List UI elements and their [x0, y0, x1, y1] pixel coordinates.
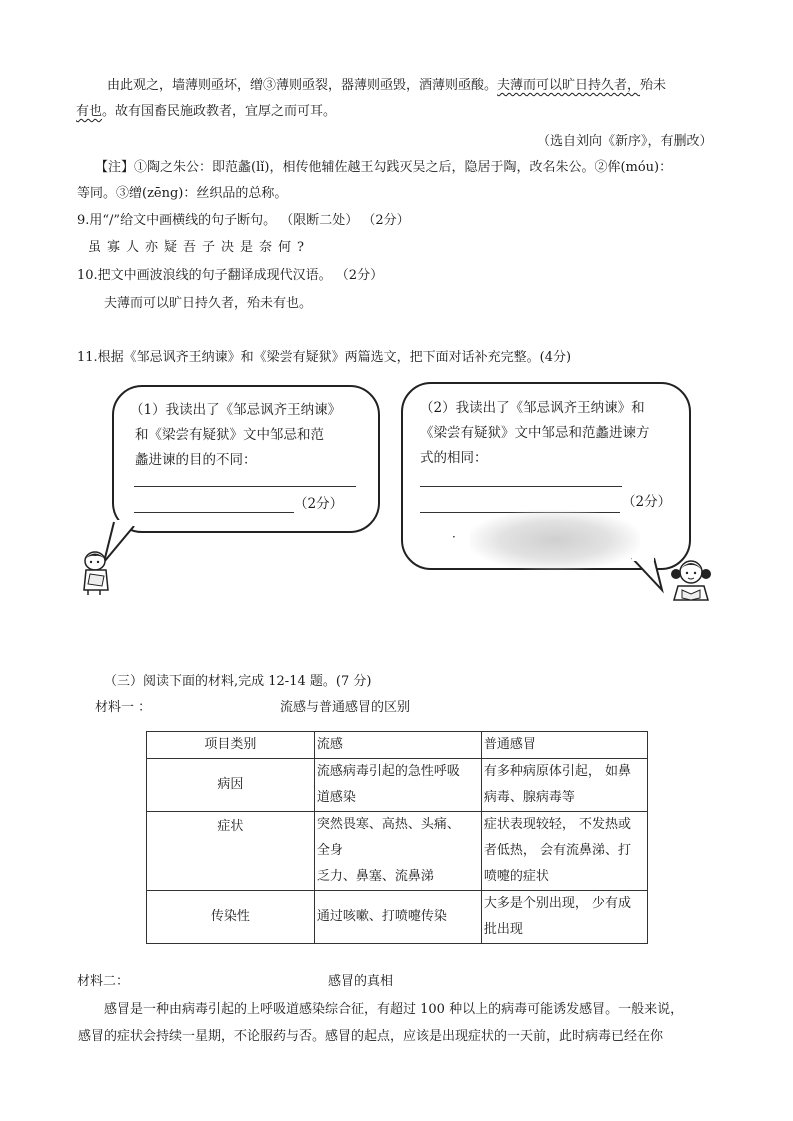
section-3-intro: （三）阅读下面的材料,完成 12-14 题。(7 分) [104, 674, 372, 689]
left-bubble-line-3: 蠡进谏的目的不同： [135, 452, 257, 468]
right-bubble-line-1: （2）我读出了《邹忌讽齐王纳谏》和 [420, 400, 645, 416]
table-header-flu: 流感 [314, 732, 481, 759]
question-9-prompt: 9.用“/”给文中画横线的句子断句。 （限断二处） （2分） [77, 213, 410, 228]
passage-line-1-end: 殆未 [640, 78, 667, 93]
material-2-label: 材料二： [77, 974, 130, 989]
table-cell-line: 流感病毒引起的急性呼吸 [316, 764, 460, 779]
table-row-label: 传染性 [147, 891, 315, 944]
table-row [147, 812, 648, 891]
right-bubble-line-2: 《梁尝有疑狱》文中邹忌和范蠡进谏方 [420, 425, 650, 441]
passage-line-2-text: 。故有国畜民施政教者，宜厚之而可耳。 [102, 104, 337, 119]
notes-line-1: 【注】①陶之朱公：即范蠡(lǐ)，相传他辅佐越王勾践灭吴之后，隐居于陶，改名朱公。②侔(móu)： [95, 160, 673, 175]
left-answer-blank-2[interactable] [134, 512, 294, 513]
left-bubble-line-1: （1）我读出了《邹忌讽齐王纳谏》 [130, 402, 342, 418]
table-row-label: 病因 [147, 759, 315, 812]
table-cell-line: 者低热， 会有流鼻涕、打 [483, 843, 632, 858]
table-cell-line: 全身 [316, 843, 343, 858]
question-10-sentence: 夫薄而可以旷日持久者，殆未有也。 [104, 296, 313, 311]
material-1-label: 材料一 ： [95, 700, 152, 715]
table-cell-line: 乏力、鼻塞、流鼻涕 [316, 869, 434, 884]
material-1-title: 流感与普通感冒的区别 [280, 700, 411, 715]
table-cell-line: 喷嚏的症状 [483, 869, 549, 884]
table-cell-line: 突然畏寒、高热、头痛、 [316, 817, 460, 832]
flu-vs-cold-table [146, 731, 648, 944]
table-row [147, 891, 648, 944]
passage-wavy-sentence-part2: 有也 [76, 104, 103, 119]
question-11-prompt: 11.根据《邹忌讽齐王纳谏》和《梁尝有疑狱》两篇选文，把下面对话补充完整。(4分) [77, 350, 572, 365]
question-10-prompt: 10.把文中画波浪线的句子翻译成现代汉语。 （2分） [77, 268, 384, 283]
table-cell-line: 通过咳嗽、打喷嚏传染 [316, 909, 447, 924]
material-2-title: 感冒的真相 [328, 974, 394, 989]
passage-line-2 [76, 104, 336, 120]
table-cell-flu [314, 812, 481, 891]
table-cell-line: 有多种病原体引起， 如鼻 [483, 764, 632, 779]
table-row-label: 症状 [147, 812, 315, 891]
table-cell-line: 批出现 [483, 922, 523, 937]
passage-line-1 [107, 78, 666, 94]
right-bubble-line-3: 式的相同： [420, 450, 488, 466]
table-cell-line: 病毒、腺病毒等 [483, 790, 575, 805]
table-cell-flu [314, 759, 481, 812]
table-header-cold: 普通感冒 [481, 732, 647, 759]
passage-line-1-text: 由此观之，墙薄则亟坏，缯③薄则亟裂，器薄则亟毁，酒薄则亟酸。 [107, 78, 498, 93]
table-row [147, 759, 648, 812]
table-cell-cold [481, 759, 647, 812]
passage-wavy-sentence-part1: 夫薄而可以旷日持久者， [497, 78, 641, 93]
table-header-category: 项目类别 [147, 732, 315, 759]
table-cell-line: 症状表现较轻， 不发热或 [483, 817, 632, 832]
table-cell-line: 道感染 [316, 790, 356, 805]
table-cell-flu [314, 891, 481, 944]
table-cell-cold [481, 812, 647, 891]
right-answer-blank-1[interactable] [420, 486, 622, 487]
scan-smudge [470, 510, 640, 570]
material-2-line-1: 感冒是一种由病毒引起的上呼吸道感染综合征，有超过 100 种以上的病毒可能诱发感冒。一般来说， [104, 1002, 684, 1017]
question-9-sentence: 虽寡人亦疑吾子决是奈何? [88, 240, 310, 255]
table-header-row [147, 732, 648, 759]
girl-reading-illustration-right [668, 556, 714, 602]
table-cell-cold [481, 891, 647, 944]
scan-dot: · [452, 530, 456, 544]
table-cell-line: 大多是个别出现， 少有成 [483, 896, 632, 911]
left-bubble-score: （2分） [294, 496, 344, 512]
right-bubble-score: （2分） [622, 494, 672, 510]
notes-line-2: 等同。③缯(zēng)：丝织品的总称。 [77, 186, 288, 201]
left-answer-blank-1[interactable] [134, 486, 356, 487]
left-bubble-line-2: 和《梁尝有疑狱》文中邹忌和范 [135, 427, 324, 443]
material-2-line-2: 感冒的症状会持续一星期，不论服药与否。感冒的起点，应该是出现症状的一天前，此时病毒已经在你 [78, 1029, 664, 1044]
passage-source: （选自刘向《新序》，有删改） [537, 134, 713, 149]
child-reading-illustration-left [80, 550, 114, 596]
